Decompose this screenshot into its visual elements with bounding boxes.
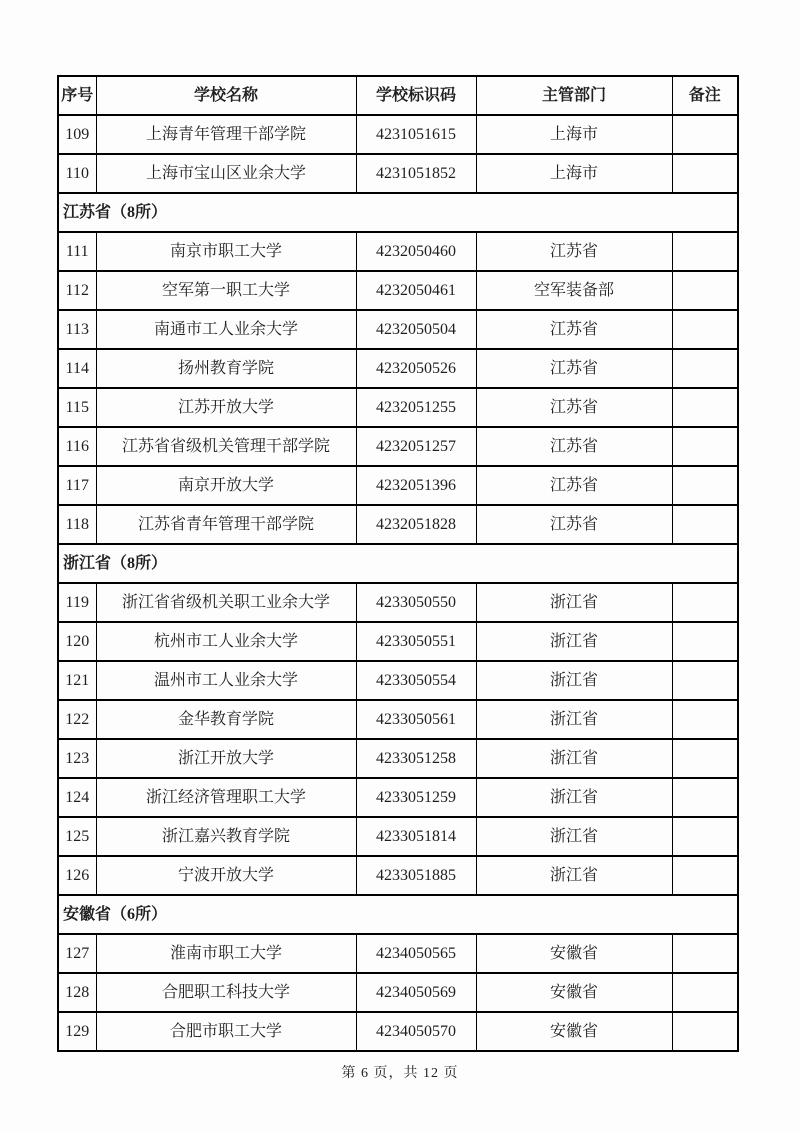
school-list-table-wrap [57,75,739,1052]
row-serial: 119 [58,583,96,622]
row-serial: 118 [58,505,96,544]
row-school-code: 4232051828 [356,505,476,544]
row-dept: 江苏省 [476,310,672,349]
row-serial: 123 [58,739,96,778]
section-row [58,544,738,583]
table-row [58,583,738,622]
row-school-code: 4233050554 [356,661,476,700]
row-school-name: 温州市工人业余大学 [96,661,356,700]
row-dept: 浙江省 [476,739,672,778]
table-row [58,271,738,310]
row-dept: 浙江省 [476,817,672,856]
row-dept: 江苏省 [476,349,672,388]
header-note: 备注 [672,76,738,115]
page-number-footer: 第 6 页，共 12 页 [341,1066,459,1081]
row-school-code: 4233050551 [356,622,476,661]
row-note [672,271,738,310]
row-dept: 浙江省 [476,661,672,700]
row-dept: 空军装备部 [476,271,672,310]
table-body [58,115,738,1051]
row-note [672,154,738,193]
table-row [58,856,738,895]
table-row [58,115,738,154]
table-row [58,310,738,349]
table-row [58,934,738,973]
table-row [58,817,738,856]
row-school-name: 江苏省青年管理干部学院 [96,505,356,544]
row-dept: 上海市 [476,115,672,154]
row-school-name: 浙江开放大学 [96,739,356,778]
section-label: 江苏省（8所） [58,193,738,232]
row-school-code: 4232050461 [356,271,476,310]
row-school-code: 4234050569 [356,973,476,1012]
row-school-name: 金华教育学院 [96,700,356,739]
row-serial: 115 [58,388,96,427]
row-note [672,349,738,388]
row-school-code: 4232050460 [356,232,476,271]
row-note [672,700,738,739]
row-dept: 浙江省 [476,778,672,817]
row-dept: 浙江省 [476,583,672,622]
row-serial: 121 [58,661,96,700]
row-note [672,466,738,505]
row-dept: 安徽省 [476,973,672,1012]
row-dept: 江苏省 [476,232,672,271]
row-serial: 129 [58,1012,96,1051]
row-school-code: 4233051885 [356,856,476,895]
row-school-code: 4233051258 [356,739,476,778]
row-school-code: 4232051396 [356,466,476,505]
row-school-code: 4233050561 [356,700,476,739]
row-school-code: 4233051814 [356,817,476,856]
table-row [58,427,738,466]
row-school-code: 4233051259 [356,778,476,817]
row-school-code: 4231051615 [356,115,476,154]
table-row [58,739,738,778]
row-note [672,973,738,1012]
row-school-name: 淮南市职工大学 [96,934,356,973]
row-note [672,1012,738,1051]
row-note [672,583,738,622]
row-school-name: 浙江省省级机关职工业余大学 [96,583,356,622]
row-dept: 江苏省 [476,466,672,505]
row-school-name: 合肥职工科技大学 [96,973,356,1012]
row-serial: 113 [58,310,96,349]
row-note [672,232,738,271]
row-serial: 112 [58,271,96,310]
row-school-name: 浙江经济管理职工大学 [96,778,356,817]
row-note [672,778,738,817]
table-row [58,232,738,271]
row-dept: 浙江省 [476,622,672,661]
row-school-code: 4232050504 [356,310,476,349]
row-school-name: 南京市职工大学 [96,232,356,271]
table-row [58,700,738,739]
row-note [672,310,738,349]
row-school-code: 4232051257 [356,427,476,466]
section-row [58,895,738,934]
row-note [672,427,738,466]
row-note [672,115,738,154]
row-note [672,661,738,700]
header-row [58,76,738,115]
row-note [672,817,738,856]
row-dept: 安徽省 [476,934,672,973]
table-row [58,388,738,427]
table-row [58,505,738,544]
table-row [58,973,738,1012]
row-school-code: 4231051852 [356,154,476,193]
table-row [58,466,738,505]
row-dept: 江苏省 [476,505,672,544]
row-school-name: 宁波开放大学 [96,856,356,895]
row-note [672,388,738,427]
header-dept: 主管部门 [476,76,672,115]
row-serial: 128 [58,973,96,1012]
row-note [672,622,738,661]
row-serial: 125 [58,817,96,856]
row-school-name: 杭州市工人业余大学 [96,622,356,661]
row-school-code: 4234050570 [356,1012,476,1051]
row-dept: 江苏省 [476,388,672,427]
row-school-name: 合肥市职工大学 [96,1012,356,1051]
table-row [58,154,738,193]
row-dept: 浙江省 [476,856,672,895]
school-list-table [57,75,739,1052]
row-dept: 上海市 [476,154,672,193]
row-serial: 116 [58,427,96,466]
row-serial: 109 [58,115,96,154]
row-serial: 120 [58,622,96,661]
row-serial: 122 [58,700,96,739]
row-school-name: 空军第一职工大学 [96,271,356,310]
row-serial: 117 [58,466,96,505]
row-school-name: 江苏开放大学 [96,388,356,427]
row-note [672,739,738,778]
header-school-name: 学校名称 [96,76,356,115]
section-row [58,193,738,232]
row-school-code: 4234050565 [356,934,476,973]
row-school-name: 南通市工人业余大学 [96,310,356,349]
row-serial: 124 [58,778,96,817]
table-row [58,349,738,388]
section-label: 浙江省（8所） [58,544,738,583]
header-school-code: 学校标识码 [356,76,476,115]
row-note [672,505,738,544]
table-row [58,661,738,700]
header-serial: 序号 [58,76,96,115]
row-dept: 江苏省 [476,427,672,466]
row-school-name: 江苏省省级机关管理干部学院 [96,427,356,466]
section-label: 安徽省（6所） [58,895,738,934]
row-dept: 安徽省 [476,1012,672,1051]
row-serial: 114 [58,349,96,388]
row-note [672,934,738,973]
row-serial: 127 [58,934,96,973]
row-dept: 浙江省 [476,700,672,739]
row-school-name: 南京开放大学 [96,466,356,505]
row-school-name: 上海市宝山区业余大学 [96,154,356,193]
row-school-name: 浙江嘉兴教育学院 [96,817,356,856]
row-note [672,856,738,895]
row-serial: 110 [58,154,96,193]
table-row [58,622,738,661]
row-school-code: 4232051255 [356,388,476,427]
row-serial: 111 [58,232,96,271]
table-row [58,778,738,817]
table-row [58,1012,738,1051]
row-school-name: 上海青年管理干部学院 [96,115,356,154]
row-school-name: 扬州教育学院 [96,349,356,388]
row-school-code: 4233050550 [356,583,476,622]
row-school-code: 4232050526 [356,349,476,388]
row-serial: 126 [58,856,96,895]
